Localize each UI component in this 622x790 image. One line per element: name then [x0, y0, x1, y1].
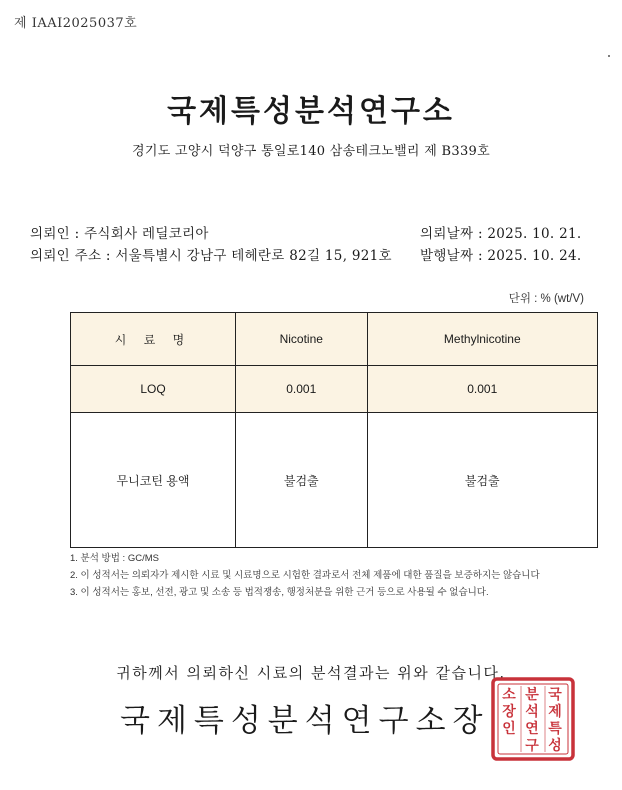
note-item: 3. 이 성적서는 홍보, 선전, 광고 및 소송 등 법적쟁송, 행정처분을 위한 근거 등으로 사용될 수 없습니다. [70, 587, 489, 598]
seal-character: 연 [525, 721, 539, 737]
note-item: 1. 분석 방법 : GC/MS [70, 553, 159, 564]
notes-list [70, 550, 540, 601]
seal-character: 소 [502, 687, 516, 703]
client-address-label: 의뢰인 주소 : [30, 248, 111, 264]
seal-character: 제 [548, 704, 562, 720]
certificate-number: 제 IAAI2025037호 [14, 16, 138, 31]
official-seal [490, 676, 576, 762]
sample-name: 무니코틴 용액 [71, 413, 236, 548]
seal-character: 성 [548, 738, 562, 754]
client-name-value: 주식회사 레딜코리아 [84, 226, 209, 242]
request-date-value: 2025. 10. 21. [487, 226, 582, 242]
seal-character: 특 [548, 721, 562, 737]
loq-label: LOQ [71, 366, 236, 413]
header-methylnicotine: Methylnicotine [367, 313, 597, 366]
results-table [70, 312, 598, 548]
table-row-loq [71, 366, 598, 413]
request-date-row [420, 222, 581, 242]
client-name-row [30, 222, 209, 242]
issue-date-value: 2025. 10. 24. [487, 248, 582, 264]
client-name-label: 의뢰인 : [30, 226, 80, 242]
loq-nicotine: 0.001 [236, 366, 368, 413]
issue-date-row [420, 244, 581, 264]
table-header-row [71, 313, 598, 366]
sample-methylnicotine-result: 불검출 [367, 413, 597, 548]
seal-character: 석 [525, 704, 539, 720]
seal-character: 인 [502, 721, 516, 737]
director-signature: 국제특성분석연구소장 [120, 703, 490, 739]
issue-date-label: 발행날짜 : [420, 248, 483, 264]
sample-nicotine-result: 불검출 [236, 413, 368, 548]
loq-methylnicotine: 0.001 [367, 366, 597, 413]
seal-character: 국 [548, 687, 562, 703]
client-address-row [30, 244, 392, 264]
seal-character: 구 [525, 738, 539, 754]
client-address-value: 서울특별시 강남구 테헤란로 82길 15, 921호 [115, 248, 392, 264]
request-date-label: 의뢰날짜 : [420, 226, 483, 242]
seal-character: 분 [525, 687, 539, 703]
header-nicotine: Nicotine [236, 313, 368, 366]
seal-character: 장 [502, 704, 516, 720]
institute-address: 경기도 고양시 덕양구 통일로140 삼송테크노밸리 제 B339호 [132, 144, 490, 159]
note-item: 2. 이 성적서는 의뢰자가 제시한 시료 및 시료명으로 시험한 결과로서 전체 제품에 대한 품질을 보증하지는 않습니다 [70, 570, 540, 581]
scan-speck [608, 55, 610, 57]
closing-statement: 귀하께서 의뢰하신 시료의 분석결과는 위와 같습니다. [116, 664, 506, 682]
table-row-sample [71, 413, 598, 548]
unit-label: 단위 : % (wt/V) [508, 293, 584, 305]
institute-title: 국제특성분석연구소 [167, 94, 455, 129]
header-sample-name: 시 료 명 [71, 313, 236, 366]
